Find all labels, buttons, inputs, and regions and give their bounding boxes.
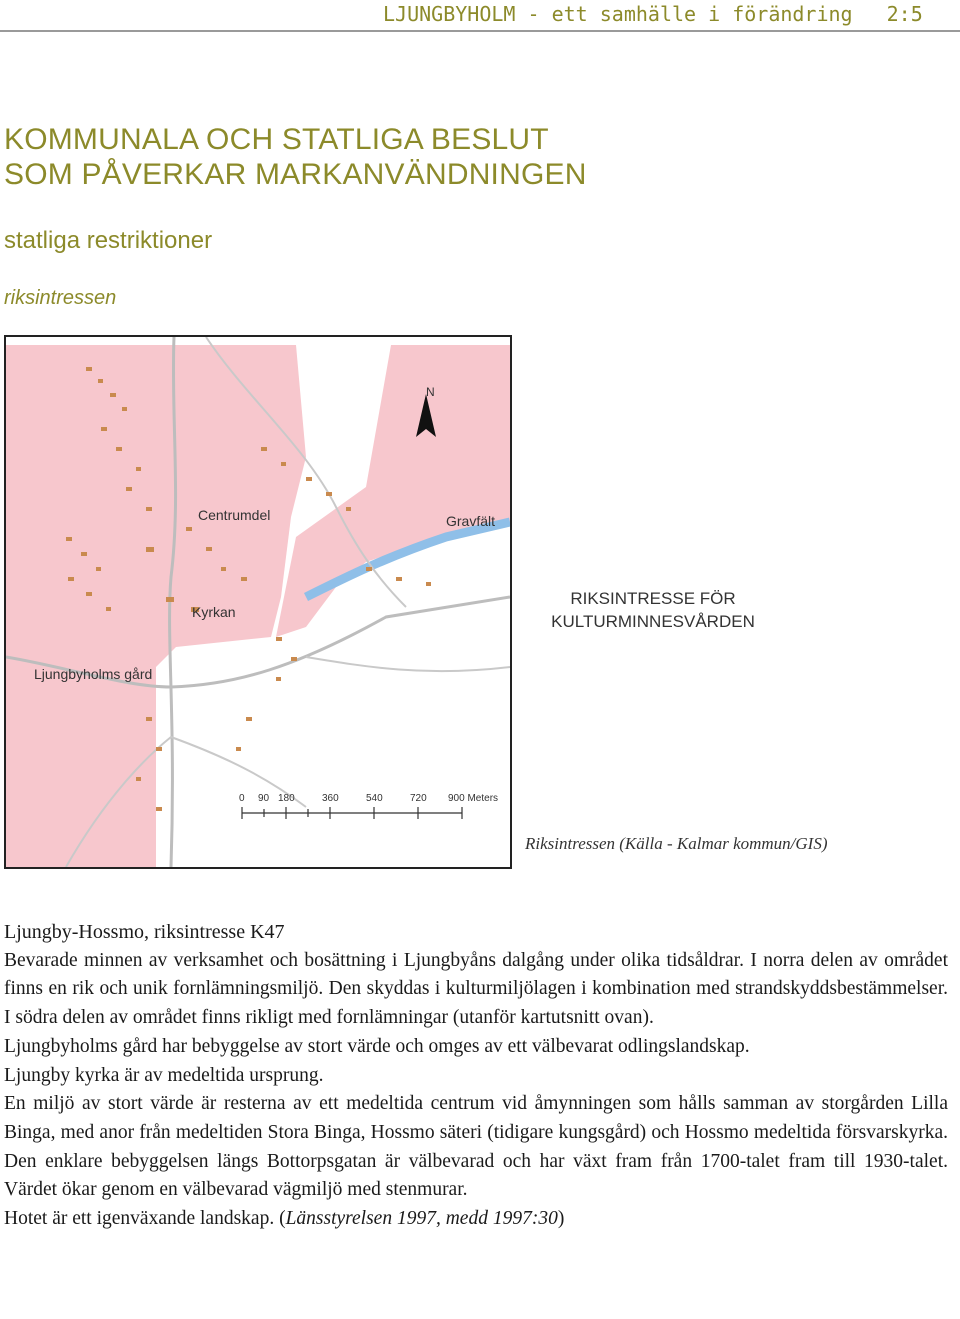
body-paragraph: Ljungbyholms gård har bebyggelse av stort värde och omges av ett välbevarat odlingslandskap.: [4, 1035, 750, 1057]
scale-label: 360: [322, 793, 339, 804]
header-title: LJUNGBYHOLM - ett samhälle i förändring: [383, 2, 853, 26]
body-paragraph: Bevarade minnen av verksamhet och bosättning i Ljungbyåns dalgång under olika tidsåldrar. I norra delen av området finns en rik och unik fornlämningsmiljö. Den skyddas i kulturmiljölagen i kombination med strandskyddsbestämmelser. I södra delen av området finns rikligt med fornlämningar (utanför kartutsnitt ovan).: [4, 949, 948, 1029]
body-text: [4, 918, 948, 1234]
map-label-gravfalt: Gravfält: [446, 513, 496, 529]
body-text-span: ): [557, 1208, 565, 1230]
body-paragraph: Ljungby kyrka är av medeltida ursprung.: [4, 1064, 324, 1086]
scale-label: 180: [278, 793, 295, 804]
scale-label: 90: [258, 793, 270, 804]
heading-line-1: KOMMUNALA OCH STATLIGA BESLUT: [4, 123, 549, 156]
heading-line-2: SOM PÅVERKAR MARKANVÄNDNINGEN: [4, 158, 587, 191]
body-text-span: Hotet är ett igenväxande landskap. (: [4, 1208, 286, 1230]
map-figure: [4, 335, 512, 869]
citation: Länsstyrelsen 1997, medd 1997:30: [285, 1208, 558, 1230]
subheading: statliga restriktioner: [4, 227, 213, 254]
north-label: N: [426, 385, 435, 399]
map-label-kyrkan: Kyrkan: [192, 604, 236, 620]
map-legend-line-1: RIKSINTRESSE FÖR: [570, 589, 736, 608]
map-source-caption: Riksintressen (Källa - Kalmar kommun/GIS): [525, 834, 828, 853]
scale-label: 0: [239, 793, 245, 804]
page-number: 2:5: [886, 2, 923, 26]
scale-label: 900 Meters: [448, 793, 499, 804]
map-drawing: [6, 337, 510, 867]
map-legend-title: [525, 587, 781, 633]
map-legend-line-2: KULTURMINNESVÅRDEN: [551, 612, 755, 631]
body-subtitle: Ljungby-Hossmo, riksintresse K47: [4, 921, 285, 943]
scale-label: 540: [366, 793, 383, 804]
running-header: [383, 2, 923, 26]
sub-subheading: riksintressen: [4, 287, 117, 309]
page-heading: [4, 122, 587, 192]
map-label-centrum: Centrumdel: [198, 507, 271, 523]
scale-label: 720: [410, 793, 427, 804]
map-label-gard: Ljungbyholms gård: [34, 666, 153, 682]
body-paragraph: [4, 1205, 948, 1234]
body-paragraph: En miljö av stort värde är resterna av ett medeltida centrum vid åmynningen som hålls samman av storgården Lilla Binga, med anor från medeltiden Stora Binga, Hossmo säteri (tidigare kungsgård) och Hossmo medeltida försvarskyrka. Den enklare bebyggelsen längs Bottorpsgatan är välbevarad och har växt fram från 1700-talet fram till 1930-talet. Värdet ökar genom en välbevarad vägmiljö med stenmurar.: [4, 1093, 948, 1201]
